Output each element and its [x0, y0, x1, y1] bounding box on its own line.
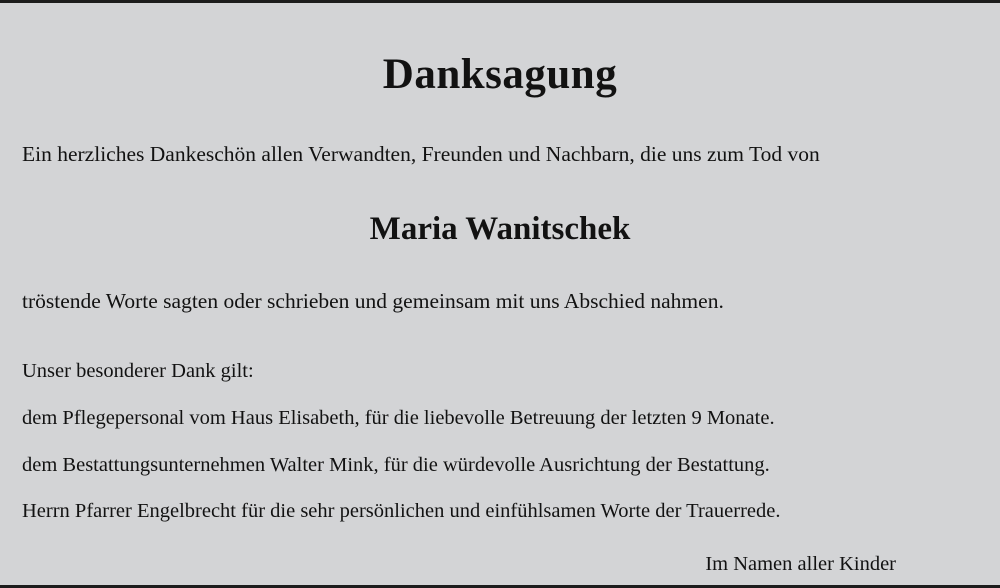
list-item: Herrn Pfarrer Engelbrecht für die sehr persönlichen und einfühlsamen Worte der Trauerrede.: [22, 500, 781, 523]
list-item: dem Pflegepersonal vom Haus Elisabeth, für die liebevolle Betreuung der letzten 9 Monate.: [22, 407, 775, 430]
signature-text: Im Namen aller Kinder: [705, 553, 896, 576]
list-item: dem Bestattungsunternehmen Walter Mink, für die würdevolle Ausrichtung der Bestattung.: [22, 453, 770, 476]
intro-text: Ein herzliches Dankeschön allen Verwandten, Freunden und Nachbarn, die uns zum Tod von: [22, 142, 820, 167]
page-title: Danksagung: [382, 51, 618, 98]
thanks-header: Unser besonderer Dank gilt:: [22, 360, 254, 383]
continuation-text: tröstende Worte sagten oder schrieben und gemeinsam mit uns Abschied nahmen.: [22, 288, 724, 313]
thanks-list: [0, 385, 1000, 525]
deceased-name: Maria Wanitschek: [369, 211, 631, 248]
